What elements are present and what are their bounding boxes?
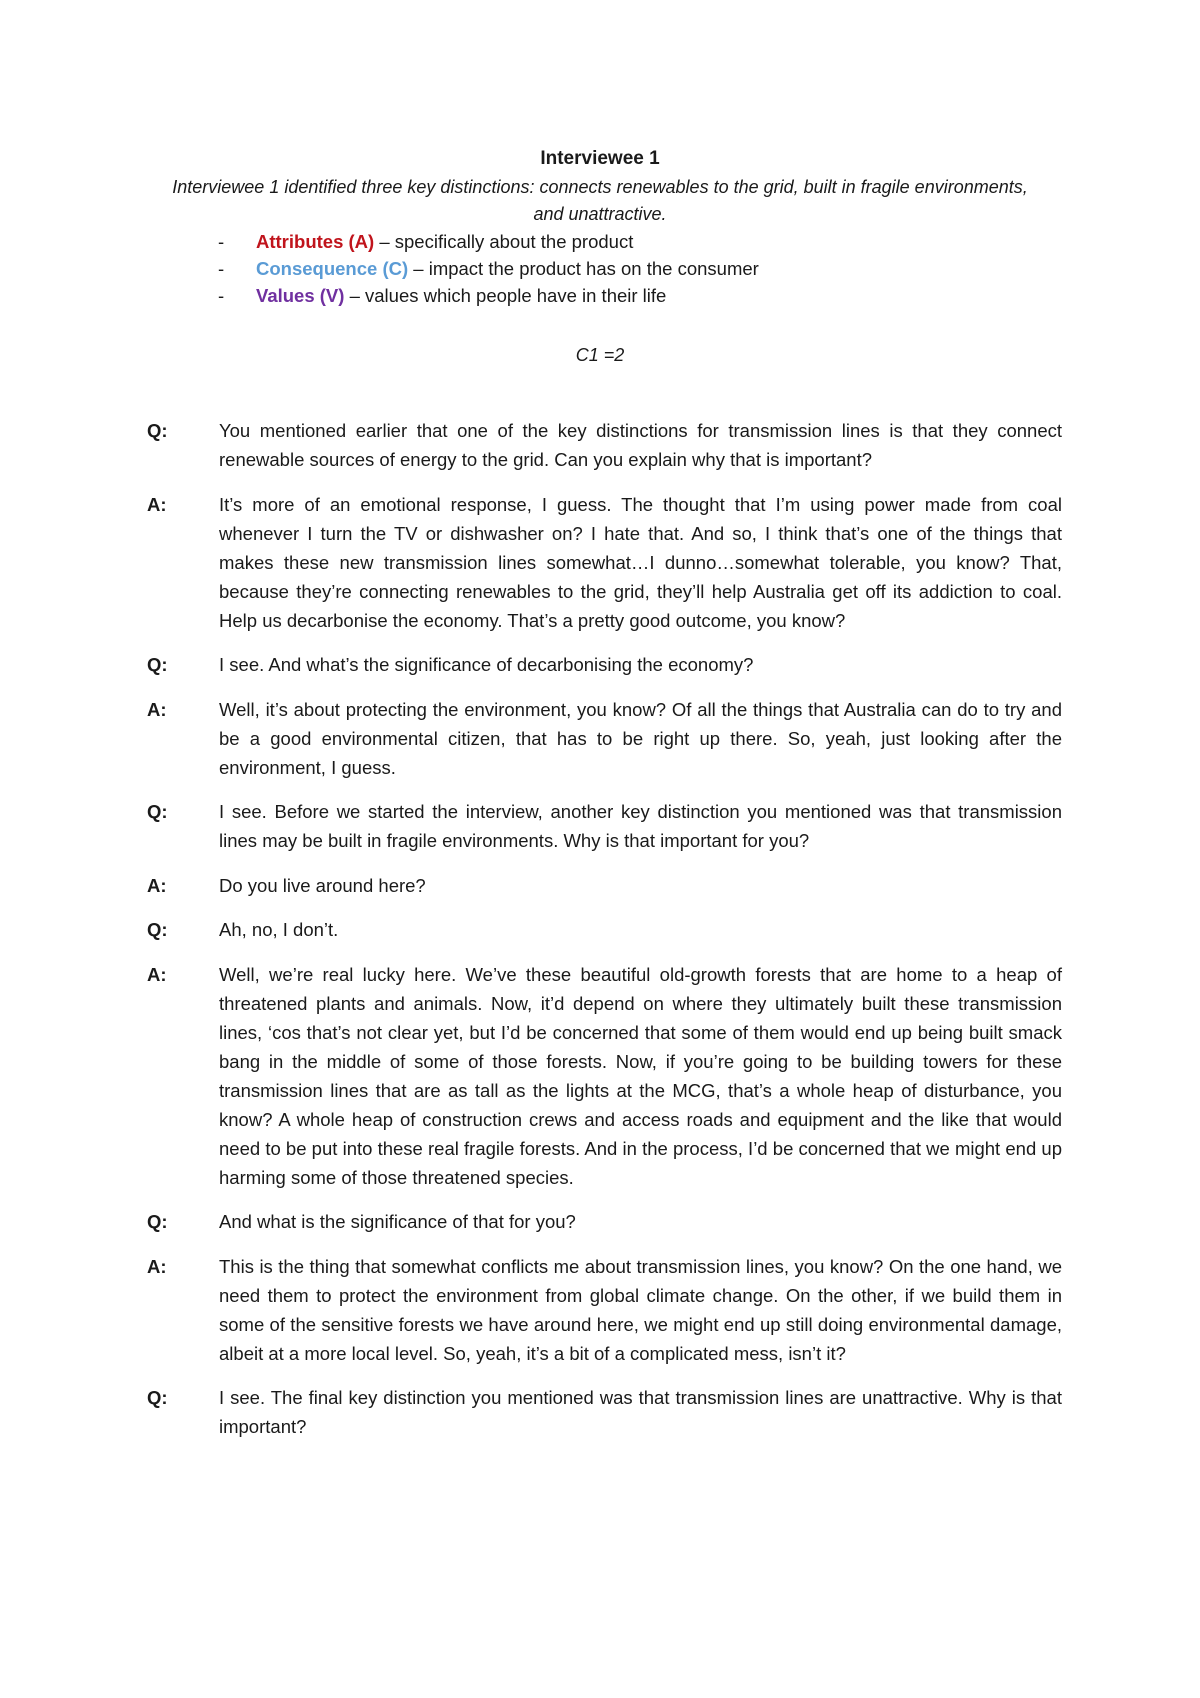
- legend-key-consequence: Consequence (C): [256, 258, 409, 279]
- speaker-label: A:: [147, 698, 167, 720]
- speaker-label: A:: [147, 1255, 167, 1277]
- utterance-text: This is the thing that somewhat conflicts me about transmission lines, you know? On the one hand, we need them to protect the environment from global climate change. On the other, if we build them in some of the sensitive forests we have around here, we might end up still doing environmental damage, albeit at a more local level. So, yeah, it’s a bit of a complicated mess, isn’t it?: [219, 1255, 1062, 1364]
- utterance-text: Well, it’s about protecting the environment, you know? Of all the things that Australia can do to try and be a good environmental citizen, that has to be right up there. So, yeah, just looking after the environment, I guess.: [219, 698, 1062, 778]
- speaker-label: Q:: [147, 420, 168, 441]
- utterance-text: I see. And what’s the significance of decarbonising the economy?: [219, 654, 754, 675]
- transcript-row: [147, 416, 1062, 474]
- utterance-text: Ah, no, I don’t.: [219, 919, 339, 940]
- legend-item-values: [218, 282, 1018, 309]
- transcript-row: [147, 797, 1062, 855]
- speaker-label: Q:: [147, 654, 168, 675]
- transcript-row: [147, 490, 1062, 635]
- utterance-text: And what is the significance of that for you?: [219, 1211, 576, 1232]
- legend-description: – values which people have in their life: [344, 285, 667, 306]
- utterance-text: You mentioned earlier that one of the key distinctions for transmission lines is that they connect renewable sources of energy to the grid. Can you explain why that is important?: [219, 420, 1062, 470]
- transcript-row: [147, 1252, 1062, 1368]
- utterance-text: Well, we’re real lucky here. We’ve these beautiful old-growth forests that are home to a heap of threatened plants and animals. Now, it’d depend on where they ultimately built these transmission lines, ‘cos that’s not clear yet, but I’d be concerned that some of them would end up being built smack bang in the middle of some of those forests. Now, if you’re going to be building towers for these transmission lines that are as tall as the lights at the MCG, that’s a whole heap of disturbance, you know? A whole heap of construction crews and access roads and equipment and the like that would need to be put into these real fragile forests. And in the process, I’d be concerned that we might end up harming some of those threatened species.: [219, 963, 1062, 1188]
- speaker-label: A:: [147, 963, 167, 985]
- legend-dash: -: [218, 285, 225, 306]
- legend-item-consequence: [218, 255, 1018, 282]
- speaker-label: A:: [147, 493, 167, 515]
- utterance-text: Do you live around here?: [219, 874, 426, 896]
- utterance-text: I see. The final key distinction you mentioned was that transmission lines are unattractive. Why is that important?: [219, 1387, 1062, 1437]
- legend-dash: -: [218, 258, 225, 279]
- speaker-label: A:: [147, 874, 167, 896]
- legend-item-attributes: [218, 228, 1018, 255]
- intro-text: Interviewee 1 identified three key distinctions: connects renewables to the grid, built in fragile environments, and unattractive.: [172, 177, 1028, 224]
- legend-key-values: Values (V): [256, 285, 345, 306]
- speaker-label: Q:: [147, 801, 168, 822]
- transcript-row: [147, 915, 1062, 944]
- legend-description: – specifically about the product: [374, 231, 634, 252]
- transcript-row: [147, 871, 1062, 900]
- legend-dash: -: [218, 231, 225, 252]
- transcript-row: [147, 960, 1062, 1192]
- transcript: [147, 416, 1062, 1457]
- transcript-row: [147, 650, 1062, 679]
- transcript-row: [147, 695, 1062, 782]
- legend-key-attributes: Attributes (A): [256, 231, 375, 252]
- speaker-label: Q:: [147, 1211, 168, 1232]
- utterance-text: It’s more of an emotional response, I guess. The thought that I’m using power made from coal whenever I turn the TV or dishwasher on? I hate that. And so, I think that’s one of the things that makes these new transmission lines somewhat…I dunno…somewhat tolerable, you know? That, because they’re connecting renewables to the grid, they’ll help Australia get off its addiction to coal. Help us decarbonise the economy. That’s a pretty good outcome, you know?: [219, 493, 1062, 631]
- transcript-row: [147, 1383, 1062, 1441]
- transcript-row: [147, 1207, 1062, 1236]
- speaker-label: Q:: [147, 1387, 168, 1408]
- page-title: Interviewee 1: [540, 148, 660, 169]
- legend-description: – impact the product has on the consumer: [408, 258, 759, 279]
- utterance-text: I see. Before we started the interview, another key distinction you mentioned was that transmission lines may be built in fragile environments. Why is that important for you?: [219, 801, 1062, 851]
- legend-list: [218, 228, 1018, 309]
- code-label: C1 =2: [575, 345, 625, 365]
- speaker-label: Q:: [147, 919, 168, 940]
